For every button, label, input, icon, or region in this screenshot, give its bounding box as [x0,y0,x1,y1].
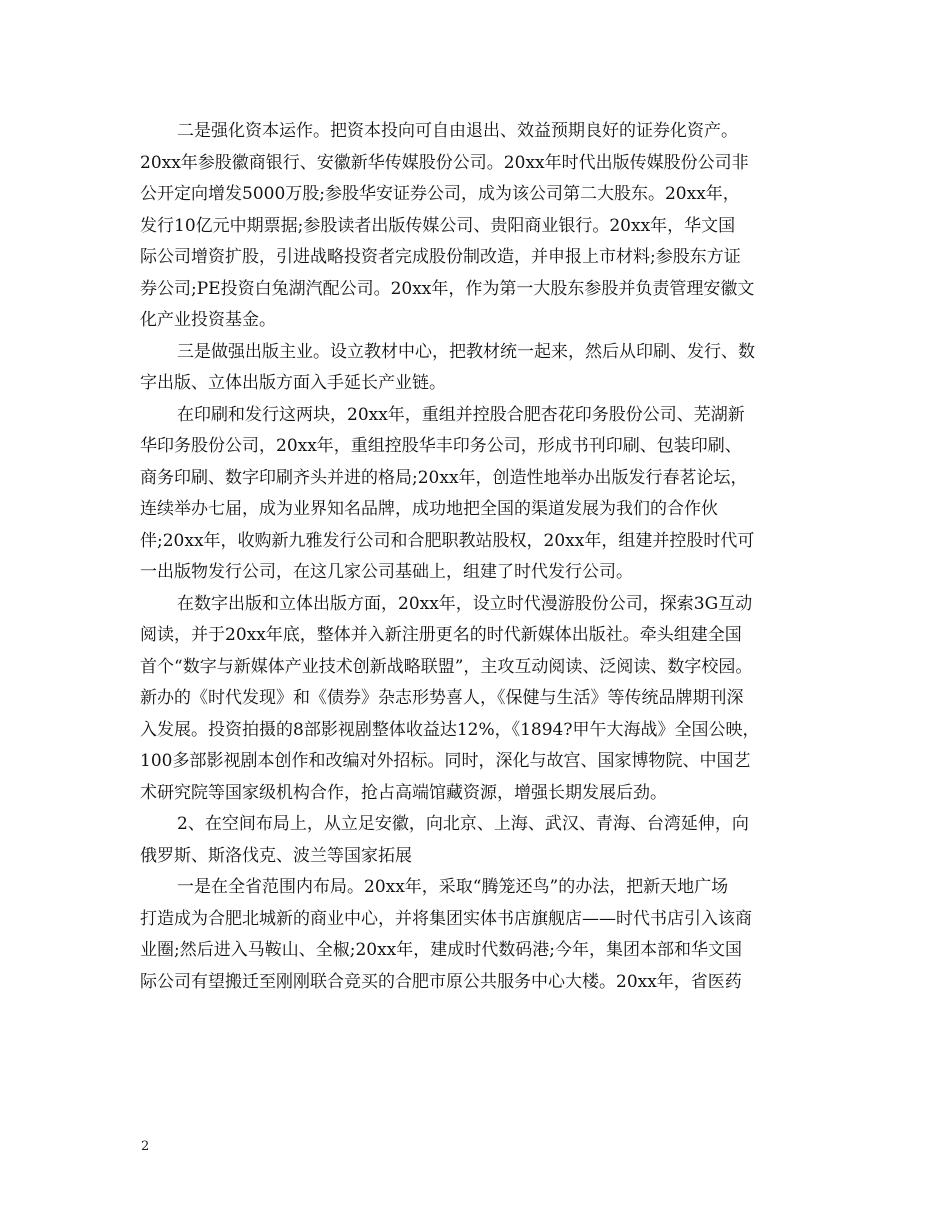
text-line: 入发展。投资拍摄的8部影视剧整体收益达12%，《1894?甲午大海战》全国公映， [140,719,760,740]
text-line: 发行10亿元中期票据;参股读者出版传媒公司、贵阳商业银行。20xx年，华文国 [140,215,736,236]
text-line: 打造成为合肥北城新的商业中心，并将集团实体书店旗舰店——时代书店引入该商 [140,908,752,929]
paragraph-spatial-layout [140,809,830,872]
text-line: 连续举办七届，成为业界知名品牌，成功地把全国的渠道发展为我们的合作伙 [140,499,718,519]
text-line: 伴;20xx年，收购新九雅发行公司和合肥职教站股权，20xx年，组建并控股时代可 [140,530,755,551]
text-line: 华印务股份公司，20xx年，重组控股华丰印务公司，形成书刊印刷、包装印刷、 [140,436,742,456]
text-line: 首个“数字与新媒体产业技术创新战略联盟”，主攻互动阅读、泛阅读、数字校园。 [140,656,753,677]
paragraph-printing-distribution [140,400,830,589]
text-line: 二是强化资本运作。把资本投向可自由退出、效益预期良好的证券化资产。 [177,121,738,141]
text-line: 公开定向增发5000万股;参股华安证券公司，成为该公司第二大股东。20xx年， [140,184,740,204]
paragraph-digital-publishing [140,589,830,810]
text-line: 一是在全省范围内布局。20xx年，采取“腾笼还鸟”的办法，把新天地广场 [177,877,729,897]
page-number: 2 [141,1139,150,1154]
text-line: 券公司;PE投资白兔湖汽配公司。20xx年，作为第一大股东参股并负责管理安徽文 [140,278,755,299]
text-line: 术研究院等国家级机构合作，抢占高端馆藏资源，增强长期发展后劲。 [140,782,667,803]
text-line: 阅读，并于20xx年底，整体并入新注册更名的时代新媒体出版社。牵头组建全国 [140,625,742,645]
text-line: 俄罗斯、斯洛伐克、波兰等国家拓展 [140,845,412,866]
text-line: 100多部影视剧本创作和改编对外招标。同时，深化与故宫、国家博物院、中国艺 [140,751,751,771]
text-line: 2、在空间布局上，从立足安徽，向北京、上海、武汉、青海、台湾延伸，向 [177,814,749,834]
text-line: 字出版、立体出版方面入手延长产业链。 [140,373,446,393]
text-line: 在印刷和发行这两块，20xx年，重组并控股合肥杏花印务股份公司、芜湖新 [177,404,745,425]
text-line: 际公司增资扩股，引进战略投资者完成股份制改造，并申报上市材料;参股东方证 [140,247,741,267]
text-line: 业圈;然后进入马鞍山、全椒;20xx年，建成时代数码港;今年，集团本部和华文国 [140,940,742,960]
paragraph-province-layout [140,872,830,998]
paragraph-publishing-core [140,337,830,400]
text-line: 新办的《时代发现》和《债券》杂志形势喜人，《保健与生活》等传统品牌期刊深 [140,688,744,708]
text-line: 三是做强出版主业。设立教材中心，把教材统一起来，然后从印刷、发行、数 [177,341,755,362]
document-body [140,116,830,998]
text-line: 化产业投资基金。 [140,310,276,330]
text-line: 在数字出版和立体出版方面，20xx年，设立时代漫游股份公司，探索3G互动 [177,593,753,614]
text-line: 际公司有望搬迁至刚刚联合竞买的合肥市原公共服务中心大楼。20xx年，省医药 [140,971,742,992]
text-line: 商务印刷、数字印刷齐头并进的格局;20xx年，创造性地举办出版发行春茗论坛， [140,467,748,488]
text-line: 20xx年参股徽商银行、安徽新华传媒股份公司。20xx年时代出版传媒股份公司非 [140,152,749,173]
paragraph-capital-operation [140,116,830,337]
text-line: 一出版物发行公司，在这几家公司基础上，组建了时代发行公司。 [140,562,633,582]
